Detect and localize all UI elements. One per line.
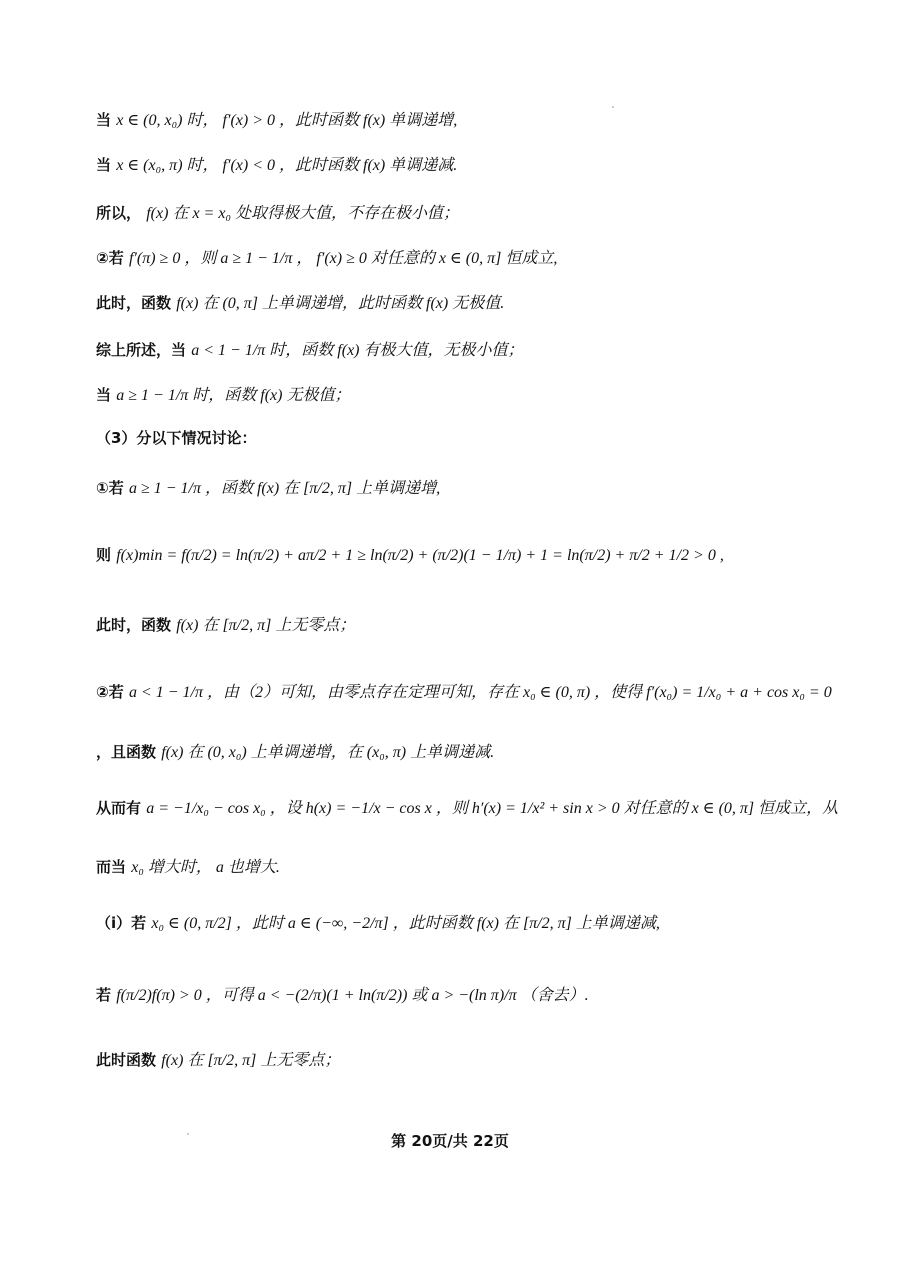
- text-line-14: 从而有 a = −1/x₀ − cos x₀ ，设 h(x) = −1/x − cos x ，则 h′(x) = 1/x² + sin x > 0 对任意的 x ∈ (0, π] 恒成立，从: [96, 799, 839, 817]
- text-line-12: ②若 a < 1 − 1/π ，由（2）可知，由零点存在定理可知，存在 x₀ ∈ (0, π) ，使得 f′(x₀) = 1/x₀ + a + cos x₀ = 0: [96, 683, 832, 701]
- text-line-2: 当 x ∈ (x₀, π) 时， f′(x) < 0 ，此时函数 f(x) 单调递减.: [96, 156, 458, 174]
- text-line-3: 所以， f(x) 在 x = x₀ 处取得极大值，不存在极小值；: [96, 204, 460, 222]
- text-line-18: 此时函数 f(x) 在 [π/2, π] 上无零点；: [96, 1051, 341, 1069]
- text-line-13: ，且函数 f(x) 在 (0, x₀) 上单调递增，在 (x₀, π) 上单调递减.: [96, 743, 495, 761]
- text-line-15: 而当 x₀ 增大时， a 也增大.: [96, 858, 280, 876]
- text-line-5: 此时，函数 f(x) 在 (0, π] 上单调递增，此时函数 f(x) 无极值.: [96, 294, 505, 312]
- page-footer: 第 20页/共 22页: [391, 1132, 509, 1150]
- text-line-16: （i）若 x₀ ∈ (0, π/2] ，此时 a ∈ (−∞, −2/π] ，此时函数 f(x) 在 [π/2, π] 上单调递减,: [96, 914, 660, 932]
- text-line-11: 此时，函数 f(x) 在 [π/2, π] 上无零点；: [96, 616, 356, 634]
- text-line-7: 当 a ≥ 1 − 1/π 时，函数 f(x) 无极值；: [96, 386, 351, 404]
- text-line-9: ①若 a ≥ 1 − 1/π ，函数 f(x) 在 [π/2, π] 上单调递增,: [96, 479, 441, 497]
- text-line-10: 则 f(x)min = f(π/2) = ln(π/2) + aπ/2 + 1 ≥ ln(π/2) + (π/2)(1 − 1/π) + 1 = ln(π/2) + π/2 + 1/2 > 0 ,: [96, 546, 724, 564]
- scan-speck: [612, 106, 614, 108]
- text-line-17: 若 f(π/2)f(π) > 0 ，可得 a < −(2/π)(1 + ln(π/2)) 或 a > −(ln π)/π （舍去）.: [96, 986, 589, 1004]
- text-line-4: ②若 f′(π) ≥ 0 ，则 a ≥ 1 − 1/π ， f′(x) ≥ 0 对任意的 x ∈ (0, π] 恒成立,: [96, 249, 558, 267]
- text-line-8: （3）分以下情况讨论：: [96, 429, 257, 447]
- text-line-6: 综上所述，当 a < 1 − 1/π 时，函数 f(x) 有极大值，无极小值；: [96, 341, 524, 359]
- text-line-1: 当 x ∈ (0, x₀) 时， f′(x) > 0 ，此时函数 f(x) 单调递增,: [96, 111, 458, 129]
